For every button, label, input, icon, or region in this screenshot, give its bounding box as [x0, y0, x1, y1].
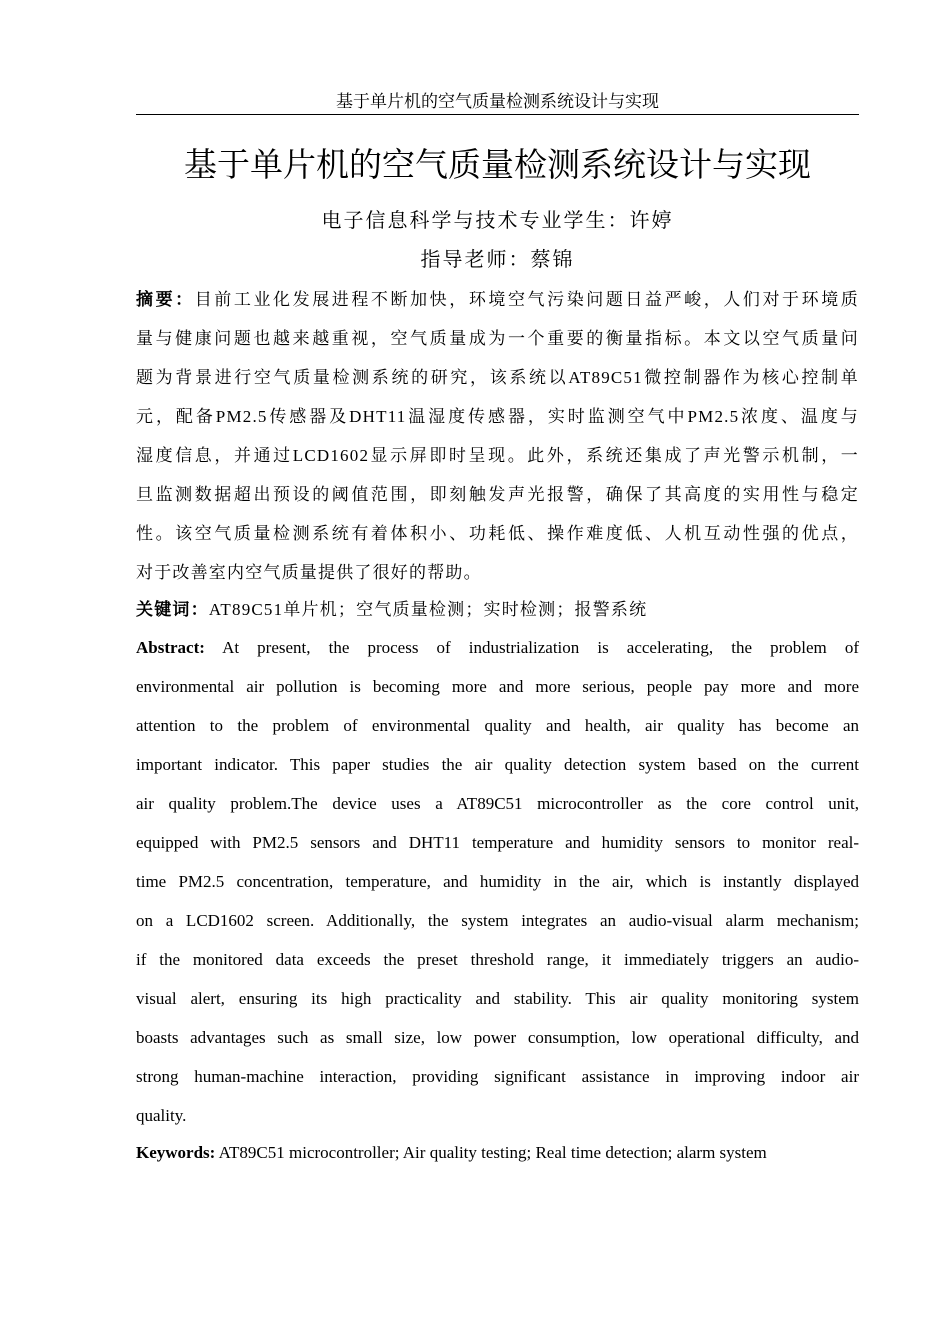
- en-abstract-line: air quality problem.The device uses a AT89C51 microcontroller as the core control unit,: [136, 794, 859, 813]
- en-abstract-line: attention to the problem of environmental quality and health, air quality has become an: [136, 716, 859, 735]
- cn-keywords: 关键词：AT89C51单片机；空气质量检测；实时检测；报警系统: [136, 600, 648, 619]
- en-abstract-line: important indicator. This paper studies the air quality detection system based on the current: [136, 755, 859, 774]
- cn-abstract-line: 摘要：目前工业化发展进程不断加快，环境空气污染问题日益严峻，人们对于环境质: [136, 290, 859, 309]
- cn-keywords-label: 关键词：: [136, 600, 209, 619]
- cn-abstract-line: 量与健康问题也越来越重视，空气质量成为一个重要的衡量指标。本文以空气质量问: [136, 329, 859, 348]
- en-keywords: Keywords: AT89C51 microcontroller; Air quality testing; Real time detection; alarm system: [136, 1143, 767, 1162]
- cn-abstract-label: 摘要：: [136, 290, 195, 309]
- en-abstract-line: boasts advantages such as small size, low power consumption, low operational difficulty, and: [136, 1028, 859, 1047]
- en-abstract-line: Abstract: At present, the process of industrialization is accelerating, the problem of: [136, 638, 859, 657]
- cn-abstract-line: 湿度信息，并通过LCD1602显示屏即时呈现。此外，系统还集成了声光警示机制，一: [136, 446, 859, 465]
- cn-abstract-line: 元，配备PM2.5传感器及DHT11温湿度传感器，实时监测空气中PM2.5浓度、温度与: [136, 407, 859, 426]
- en-keywords-label: Keywords:: [136, 1143, 216, 1162]
- en-abstract-line: visual alert, ensuring its high practicality and stability. This air quality monitoring system: [136, 989, 859, 1008]
- document-title: 基于单片机的空气质量检测系统设计与实现: [184, 146, 811, 183]
- en-abstract-line: strong human-machine interaction, providing significant assistance in improving indoor air: [136, 1067, 859, 1086]
- document-body: [136, 280, 859, 1171]
- en-abstract-line: quality.: [136, 1106, 187, 1125]
- en-abstract-line: if the monitored data exceeds the preset threshold range, it immediately triggers an audio-: [136, 950, 859, 969]
- en-abstract-line: on a LCD1602 screen. Additionally, the system integrates an audio-visual alarm mechanism;: [136, 911, 859, 930]
- en-abstract-line: time PM2.5 concentration, temperature, and humidity in the air, which is instantly displayed: [136, 872, 859, 891]
- cn-abstract-line: 题为背景进行空气质量检测系统的研究，该系统以AT89C51微控制器作为核心控制单: [136, 368, 859, 387]
- running-header: 基于单片机的空气质量检测系统设计与实现: [336, 92, 659, 111]
- author-line: 电子信息科学与技术专业学生：许婷: [321, 210, 674, 232]
- en-abstract-label: Abstract:: [136, 638, 205, 657]
- en-abstract-line: environmental air pollution is becoming more and more serious, people pay more and more: [136, 677, 859, 696]
- header-rule: [136, 114, 859, 115]
- en-abstract-line: equipped with PM2.5 sensors and DHT11 temperature and humidity sensors to monitor real-: [136, 833, 859, 852]
- advisor-line: 指导老师：蔡锦: [420, 249, 575, 271]
- cn-abstract-line: 对于改善室内空气质量提供了很好的帮助。: [136, 563, 482, 582]
- cn-abstract-line: 旦监测数据超出预设的阈值范围，即刻触发声光报警，确保了其高度的实用性与稳定: [136, 485, 859, 504]
- cn-abstract-line: 性。该空气质量检测系统有着体积小、功耗低、操作难度低、人机互动性强的优点，: [136, 524, 859, 543]
